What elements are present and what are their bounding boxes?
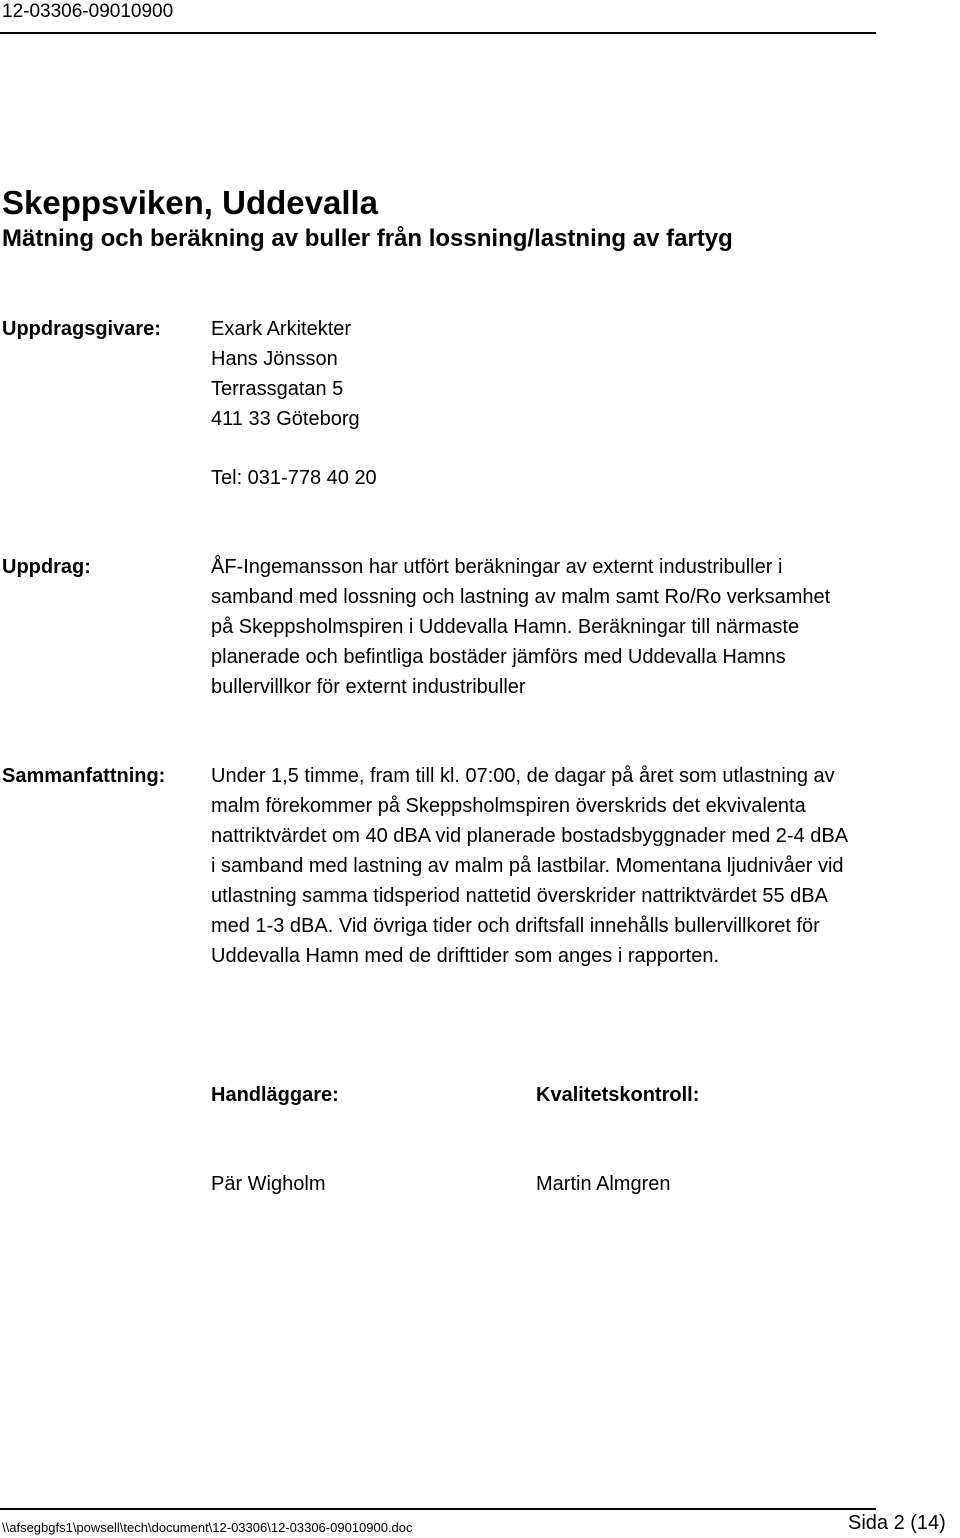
summary-line: utlastning samma tidsperiod nattetid överskrider nattriktvärdet 55 dBA	[211, 885, 828, 907]
header-divider	[0, 32, 876, 34]
assignment-text	[211, 552, 830, 702]
document-subtitle: Mätning och beräkning av buller från lossning/lastning av fartyg	[2, 225, 733, 252]
assignment-line: bullervillkor för externt industribuller	[211, 676, 526, 698]
client-label: Uppdragsgivare:	[2, 318, 161, 340]
summary-line: malm förekommer på Skeppsholmspiren överskrids det ekvivalenta	[211, 795, 806, 817]
client-contact: Hans Jönsson	[211, 348, 338, 370]
summary-line: Uddevalla Hamn med de drifttider som anges i rapporten.	[211, 945, 720, 967]
client-company: Exark Arkitekter	[211, 318, 352, 340]
client-city: 411 33 Göteborg	[211, 408, 360, 430]
document-title: Skeppsviken, Uddevalla	[2, 184, 379, 221]
handler-name: Pär Wigholm	[211, 1173, 326, 1195]
summary-line: Under 1,5 timme, fram till kl. 07:00, de dagar på året som utlastning av	[211, 765, 835, 787]
client-phone: Tel: 031-778 40 20	[211, 467, 377, 489]
qc-label: Kvalitetskontroll:	[536, 1084, 700, 1106]
client-address	[211, 314, 360, 434]
summary-label: Sammanfattning:	[2, 765, 166, 787]
assignment-label: Uppdrag:	[2, 556, 91, 578]
assignment-line: planerade och befintliga bostäder jämförs med Uddevalla Hamns	[211, 646, 786, 668]
summary-line: i samband med lastning av malm på lastbilar. Momentana ljudnivåer vid	[211, 855, 844, 877]
assignment-line: på Skeppsholmspiren i Uddevalla Hamn. Beräkningar till närmaste	[211, 616, 800, 638]
footer-divider	[0, 1508, 876, 1510]
assignment-line: samband med lossning och lastning av malm samt Ro/Ro verksamhet	[211, 586, 831, 608]
summary-line: nattriktvärdet om 40 dBA vid planerade bostadsbyggnader med 2-4 dBA	[211, 825, 849, 847]
file-path: \\afsegbgfs1\powsell\tech\document\12-03306\12-03306-09010900.doc	[2, 1520, 413, 1535]
handler-label: Handläggare:	[211, 1084, 339, 1106]
client-street: Terrassgatan 5	[211, 378, 344, 400]
qc-name: Martin Almgren	[536, 1173, 671, 1195]
page-number: Sida 2 (14)	[848, 1512, 946, 1534]
summary-text	[211, 761, 848, 971]
assignment-line: ÅF-Ingemansson har utfört beräkningar av externt industribuller i	[211, 556, 783, 578]
summary-line: med 1-3 dBA. Vid övriga tider och driftsfall innehålls bullervillkoret för	[211, 915, 820, 937]
document-id: 12-03306-09010900	[2, 1, 174, 22]
